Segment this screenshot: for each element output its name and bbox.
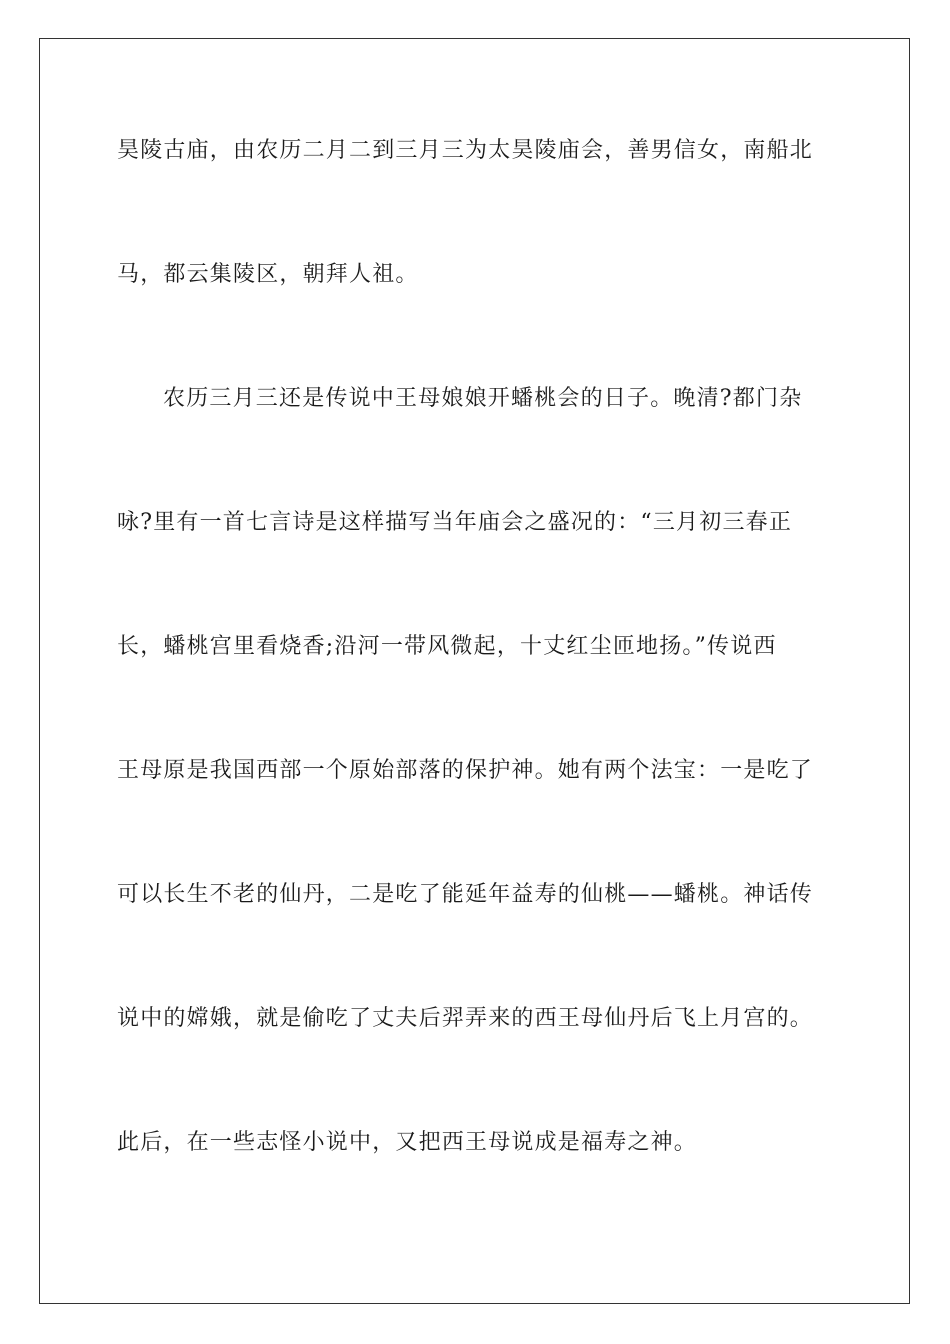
- text-line: 长，蟠桃宫里看烧香;沿河一带风微起，十丈红尘匝地扬。”传说西: [117, 634, 777, 659]
- paragraph-first-line: 农历三月三还是传说中王母娘娘开蟠桃会的日子。晚清?都门杂: [163, 386, 803, 411]
- text-line: 说中的嫦娥，就是偷吃了丈夫后羿弄来的西王母仙丹后飞上月宫的。: [117, 1006, 814, 1031]
- text-line: 可以长生不老的仙丹，二是吃了能延年益寿的仙桃——蟠桃。神话传: [117, 882, 814, 907]
- text-line: 马，都云集陵区，朝拜人祖。: [117, 262, 419, 287]
- text-line: 昊陵古庙，由农历二月二到三月三为太昊陵庙会，善男信女，南船北: [117, 138, 814, 163]
- text-line: 咏?里有一首七言诗是这样描写当年庙会之盛况的：“三月初三春正: [117, 510, 793, 535]
- page-border: [39, 38, 910, 1304]
- text-line: 王母原是我国西部一个原始部落的保护神。她有两个法宝：一是吃了: [117, 758, 814, 783]
- text-line: 此后，在一些志怪小说中，又把西王母说成是福寿之神。: [117, 1130, 698, 1155]
